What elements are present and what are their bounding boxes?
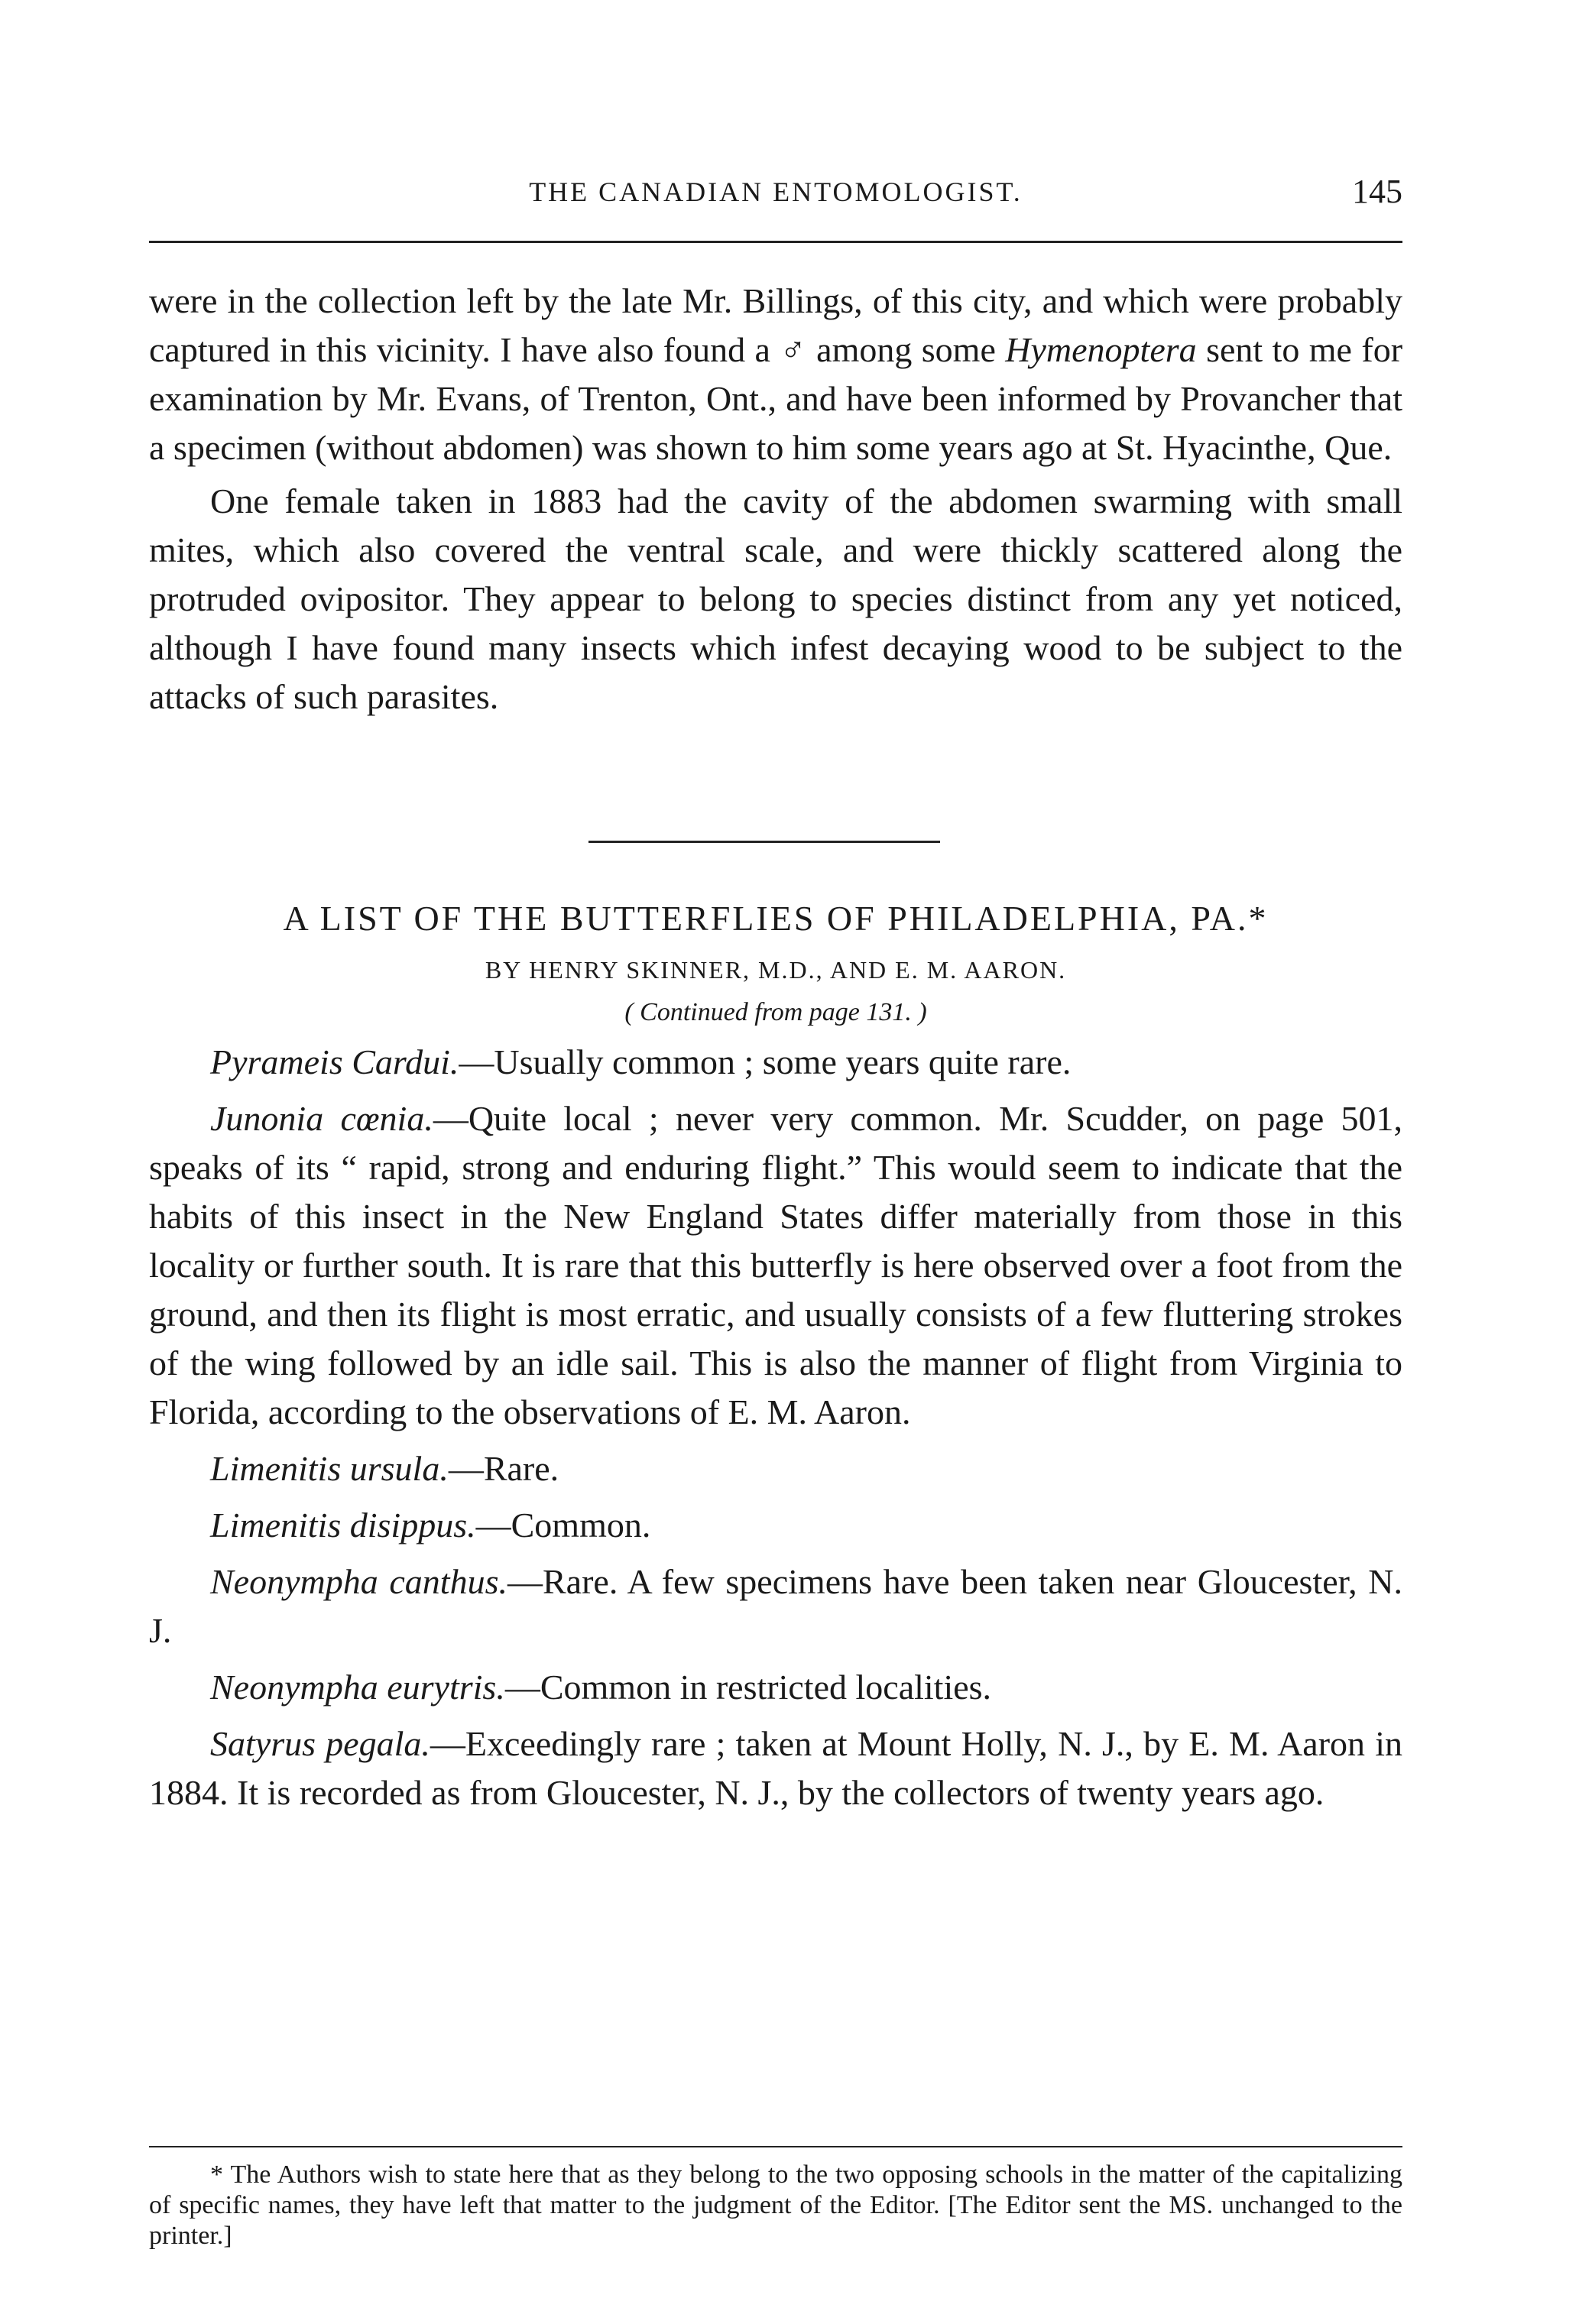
species-entry — [149, 1094, 1402, 1437]
species-entry — [149, 1038, 1402, 1087]
species-note: —Quite local ; never very common. Mr. Scudder, on page 501, speaks of its “ rapid, strong and enduring flight.” This would seem to indicate that the habits of this insect in the New England States differ materially from those in this locality or further south. It is rare that this butterfly is here observed over a foot from the ground, and then its flight is most erratic, and usually consists of a few fluttering strokes of the wing followed by an idle sail. This is also the manner of flight from Virginia to Florida, according to the observations of E. M. Aaron. — [149, 1099, 1402, 1431]
continued-note: ( Continued from page 131. ) — [624, 998, 927, 1026]
species-name: Neonympha canthus. — [210, 1562, 507, 1601]
species-name: Limenitis ursula. — [210, 1449, 449, 1488]
species-note: —Rare. — [448, 1449, 559, 1488]
species-note: —Usually common ; some years quite rare. — [459, 1042, 1072, 1081]
continued-text-section — [149, 277, 1402, 721]
running-title: THE CANADIAN ENTOMOLOGIST. — [529, 177, 1023, 207]
species-entry — [149, 1501, 1402, 1550]
paragraph-text: sent to me for examination by Mr. Evans, of Trenton, Ont., and have been informed by Provancher that a specimen (without abdomen) was shown to him some years ago at St. Hyacinthe, Que. — [149, 330, 1403, 467]
male-symbol: ♂ — [780, 330, 807, 369]
species-note: —Common in restricted localities. — [504, 1668, 992, 1707]
footnote-rule — [149, 2146, 1402, 2147]
species-entry — [149, 1663, 1402, 1712]
taxon-name: Hymenoptera — [1005, 330, 1197, 369]
species-note: —Rare. A few specimens have been taken near Gloucester, N. J. — [149, 1562, 1402, 1650]
paragraph-text: among some — [806, 330, 1006, 369]
species-name: Limenitis disippus. — [210, 1506, 476, 1544]
footnote-section — [149, 2160, 1402, 2251]
page-header — [149, 173, 1402, 219]
paragraph-mites: One female taken in 1883 had the cavity of the abdomen swarming with small mites, which also covered the ventral scale, and were thickly scattered along the protruded ovipositor. They appear to belong to species distinct from any yet noticed, although I have found many insects which infest decaying wood to be subject to the attacks of such parasites. — [149, 481, 1402, 716]
article-title: A LIST OF THE BUTTERFLIES OF PHILADELPHIA, PA.* — [283, 899, 1269, 938]
species-note: —Exceedingly rare ; taken at Mount Holly, N. J., by E. M. Aaron in 1884. It is recorded as from Gloucester, N. J., by the collectors of twenty years ago. — [149, 1724, 1403, 1812]
footnote-text: * The Authors wish to state here that as they belong to the two opposing schools in the matter of the capitalizing of specific names, they have left that matter to the judgment of the Editor. [The Editor sent the MS. unchanged to the printer.] — [149, 2160, 1402, 2250]
species-note: —Common. — [475, 1506, 651, 1544]
species-list — [149, 1038, 1402, 1817]
paragraph-text: were in the collection left by the late Mr. Billings, of this city, and which were probably captured in this vicinity. I have also found a — [149, 281, 1402, 369]
species-name: Junonia cœnia. — [210, 1099, 433, 1138]
page-number: 145 — [1352, 173, 1402, 210]
species-name: Pyrameis Cardui. — [210, 1042, 459, 1081]
species-entry — [149, 1557, 1402, 1655]
article-byline: BY HENRY SKINNER, M.D., AND E. M. AARON. — [485, 956, 1067, 984]
header-rule — [149, 241, 1402, 243]
species-entry — [149, 1720, 1402, 1817]
paragraph-continued — [149, 277, 1402, 472]
species-name: Satyrus pegala. — [210, 1724, 430, 1763]
article-section — [149, 894, 1402, 1817]
species-entry — [149, 1444, 1402, 1493]
species-name: Neonympha eurytris. — [210, 1668, 505, 1707]
section-divider — [588, 841, 940, 843]
